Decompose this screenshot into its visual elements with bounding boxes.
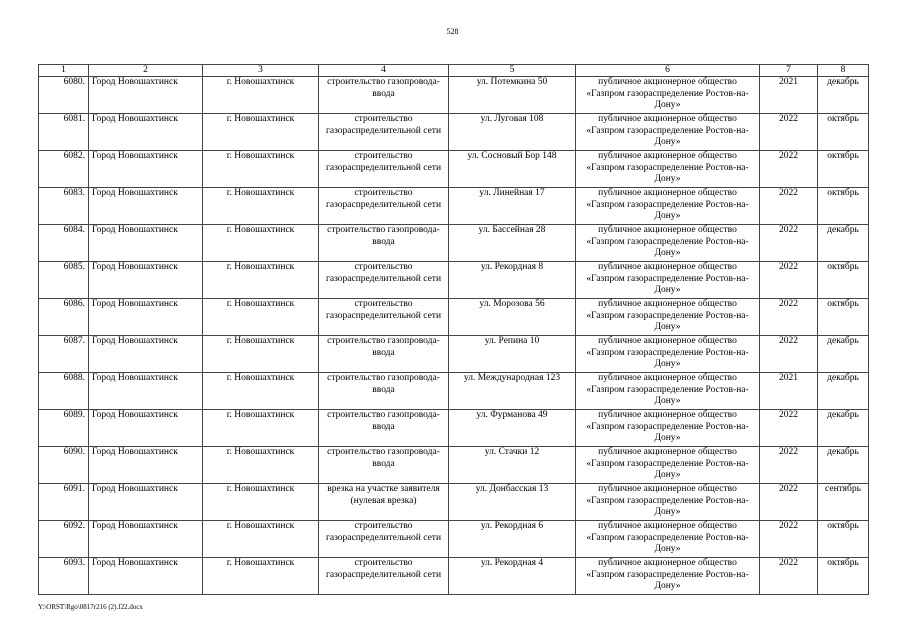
district-cell: Город Новошахтинск <box>89 484 203 521</box>
year-cell: 2022 <box>760 521 818 558</box>
page-number: 528 <box>446 27 459 36</box>
row-number: 6083. <box>39 188 89 225</box>
row-number: 6091. <box>39 484 89 521</box>
table-row <box>39 373 869 410</box>
address-cell: ул. Репина 10 <box>449 336 576 373</box>
table-row <box>39 114 869 151</box>
work-type-cell: строительство газопровода-ввода <box>319 410 449 447</box>
year-cell: 2022 <box>760 188 818 225</box>
table-row <box>39 558 869 595</box>
year-cell: 2022 <box>760 447 818 484</box>
table-row <box>39 299 869 336</box>
district-cell: Город Новошахтинск <box>89 558 203 595</box>
table-row <box>39 262 869 299</box>
work-type-cell: строительство газораспределительной сети <box>319 558 449 595</box>
table-row <box>39 447 869 484</box>
month-cell: декабрь <box>818 225 869 262</box>
row-number: 6089. <box>39 410 89 447</box>
year-cell: 2022 <box>760 336 818 373</box>
month-cell: декабрь <box>818 373 869 410</box>
district-cell: Город Новошахтинск <box>89 410 203 447</box>
organization-cell: публичное акционерное общество «Газпром газораспределение Ростов-на-Дону» <box>576 410 760 447</box>
address-cell: ул. Фурманова 49 <box>449 410 576 447</box>
address-cell: ул. Рекордная 6 <box>449 521 576 558</box>
month-cell: октябрь <box>818 521 869 558</box>
work-type-cell: строительство газораспределительной сети <box>319 114 449 151</box>
work-type-cell: строительство газопровода-ввода <box>319 373 449 410</box>
district-cell: Город Новошахтинск <box>89 188 203 225</box>
address-cell: ул. Потемкина 50 <box>449 77 576 114</box>
address-cell: ул. Стачки 12 <box>449 447 576 484</box>
gasification-table <box>38 64 869 595</box>
settlement-cell: г. Новошахтинск <box>203 188 319 225</box>
row-number: 6082. <box>39 151 89 188</box>
address-cell: ул. Сосновый Бор 148 <box>449 151 576 188</box>
settlement-cell: г. Новошахтинск <box>203 521 319 558</box>
table-row <box>39 77 869 114</box>
month-cell: декабрь <box>818 77 869 114</box>
organization-cell: публичное акционерное общество «Газпром газораспределение Ростов-на-Дону» <box>576 114 760 151</box>
year-cell: 2022 <box>760 114 818 151</box>
settlement-cell: г. Новошахтинск <box>203 447 319 484</box>
district-cell: Город Новошахтинск <box>89 336 203 373</box>
footer-file-path: Y:\ORST\Rgo\0817r216 (2).f22.docx <box>38 603 143 611</box>
settlement-cell: г. Новошахтинск <box>203 558 319 595</box>
table-row <box>39 336 869 373</box>
district-cell: Город Новошахтинск <box>89 225 203 262</box>
work-type-cell: строительство газораспределительной сети <box>319 188 449 225</box>
month-cell: октябрь <box>818 299 869 336</box>
organization-cell: публичное акционерное общество «Газпром газораспределение Ростов-на-Дону» <box>576 188 760 225</box>
work-type-cell: строительство газопровода-ввода <box>319 77 449 114</box>
work-type-cell: строительство газопровода-ввода <box>319 447 449 484</box>
row-number: 6086. <box>39 299 89 336</box>
year-cell: 2022 <box>760 151 818 188</box>
column-header: 6 <box>576 65 760 77</box>
organization-cell: публичное акционерное общество «Газпром газораспределение Ростов-на-Дону» <box>576 521 760 558</box>
column-header: 2 <box>89 65 203 77</box>
organization-cell: публичное акционерное общество «Газпром газораспределение Ростов-на-Дону» <box>576 373 760 410</box>
month-cell: октябрь <box>818 262 869 299</box>
address-cell: ул. Луговая 108 <box>449 114 576 151</box>
settlement-cell: г. Новошахтинск <box>203 373 319 410</box>
district-cell: Город Новошахтинск <box>89 114 203 151</box>
row-number: 6084. <box>39 225 89 262</box>
month-cell: октябрь <box>818 114 869 151</box>
month-cell: декабрь <box>818 410 869 447</box>
organization-cell: публичное акционерное общество «Газпром газораспределение Ростов-на-Дону» <box>576 151 760 188</box>
row-number: 6085. <box>39 262 89 299</box>
year-cell: 2022 <box>760 558 818 595</box>
table-row <box>39 521 869 558</box>
address-cell: ул. Международная 123 <box>449 373 576 410</box>
settlement-cell: г. Новошахтинск <box>203 299 319 336</box>
year-cell: 2022 <box>760 299 818 336</box>
year-cell: 2021 <box>760 77 818 114</box>
row-number: 6092. <box>39 521 89 558</box>
year-cell: 2022 <box>760 225 818 262</box>
table-row <box>39 225 869 262</box>
address-cell: ул. Рекордная 4 <box>449 558 576 595</box>
work-type-cell: строительство газораспределительной сети <box>319 262 449 299</box>
column-header: 1 <box>39 65 89 77</box>
work-type-cell: строительство газораспределительной сети <box>319 151 449 188</box>
district-cell: Город Новошахтинск <box>89 447 203 484</box>
settlement-cell: г. Новошахтинск <box>203 484 319 521</box>
settlement-cell: г. Новошахтинск <box>203 225 319 262</box>
work-type-cell: врезка на участке заявителя (нулевая врезка) <box>319 484 449 521</box>
year-cell: 2022 <box>760 410 818 447</box>
settlement-cell: г. Новошахтинск <box>203 151 319 188</box>
district-cell: Город Новошахтинск <box>89 151 203 188</box>
settlement-cell: г. Новошахтинск <box>203 410 319 447</box>
month-cell: декабрь <box>818 447 869 484</box>
address-cell: ул. Морозова 56 <box>449 299 576 336</box>
month-cell: октябрь <box>818 188 869 225</box>
organization-cell: публичное акционерное общество «Газпром газораспределение Ростов-на-Дону» <box>576 484 760 521</box>
row-number: 6093. <box>39 558 89 595</box>
organization-cell: публичное акционерное общество «Газпром газораспределение Ростов-на-Дону» <box>576 558 760 595</box>
district-cell: Город Новошахтинск <box>89 77 203 114</box>
organization-cell: публичное акционерное общество «Газпром газораспределение Ростов-на-Дону» <box>576 299 760 336</box>
settlement-cell: г. Новошахтинск <box>203 336 319 373</box>
table-row <box>39 484 869 521</box>
year-cell: 2021 <box>760 373 818 410</box>
row-number: 6081. <box>39 114 89 151</box>
table-row <box>39 151 869 188</box>
row-number: 6088. <box>39 373 89 410</box>
year-cell: 2022 <box>760 484 818 521</box>
row-number: 6087. <box>39 336 89 373</box>
table-header-row <box>39 65 869 77</box>
work-type-cell: строительство газопровода-ввода <box>319 336 449 373</box>
month-cell: сентябрь <box>818 484 869 521</box>
table-row <box>39 188 869 225</box>
work-type-cell: строительство газопровода-ввода <box>319 225 449 262</box>
district-cell: Город Новошахтинск <box>89 521 203 558</box>
column-header: 4 <box>319 65 449 77</box>
district-cell: Город Новошахтинск <box>89 299 203 336</box>
month-cell: декабрь <box>818 336 869 373</box>
settlement-cell: г. Новошахтинск <box>203 77 319 114</box>
column-header: 5 <box>449 65 576 77</box>
organization-cell: публичное акционерное общество «Газпром газораспределение Ростов-на-Дону» <box>576 225 760 262</box>
organization-cell: публичное акционерное общество «Газпром газораспределение Ростов-на-Дону» <box>576 77 760 114</box>
month-cell: октябрь <box>818 558 869 595</box>
row-number: 6080. <box>39 77 89 114</box>
year-cell: 2022 <box>760 262 818 299</box>
month-cell: октябрь <box>818 151 869 188</box>
table-row <box>39 410 869 447</box>
address-cell: ул. Бассейная 28 <box>449 225 576 262</box>
column-header: 8 <box>818 65 869 77</box>
organization-cell: публичное акционерное общество «Газпром газораспределение Ростов-на-Дону» <box>576 336 760 373</box>
address-cell: ул. Рекордная 8 <box>449 262 576 299</box>
settlement-cell: г. Новошахтинск <box>203 262 319 299</box>
column-header: 7 <box>760 65 818 77</box>
row-number: 6090. <box>39 447 89 484</box>
organization-cell: публичное акционерное общество «Газпром газораспределение Ростов-на-Дону» <box>576 262 760 299</box>
address-cell: ул. Донбасская 13 <box>449 484 576 521</box>
district-cell: Город Новошахтинск <box>89 262 203 299</box>
address-cell: ул. Линейная 17 <box>449 188 576 225</box>
settlement-cell: г. Новошахтинск <box>203 114 319 151</box>
work-type-cell: строительство газораспределительной сети <box>319 299 449 336</box>
district-cell: Город Новошахтинск <box>89 373 203 410</box>
work-type-cell: строительство газораспределительной сети <box>319 521 449 558</box>
column-header: 3 <box>203 65 319 77</box>
organization-cell: публичное акционерное общество «Газпром газораспределение Ростов-на-Дону» <box>576 447 760 484</box>
